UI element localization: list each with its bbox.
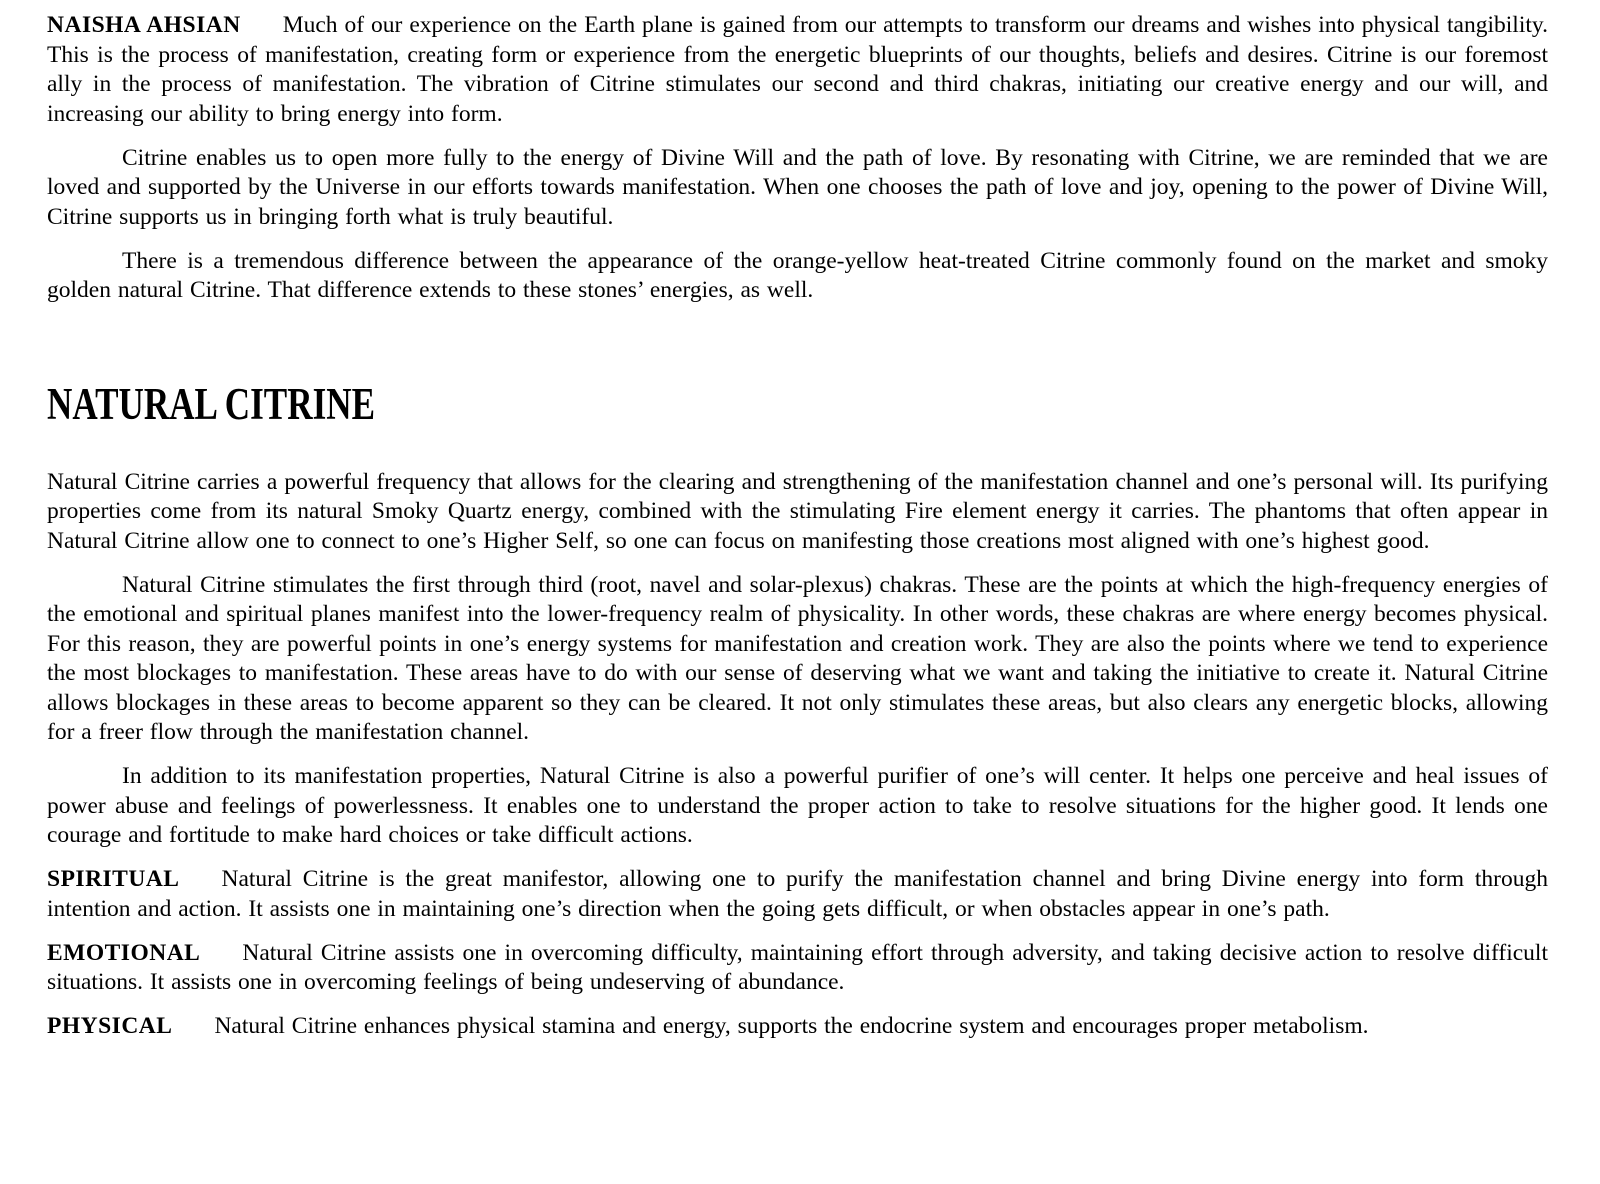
paragraph-text: Much of our experience on the Earth plane is gained from our attempts to transform our dreams and wishes into physical tangibility. This is the process of manifestation, creating form or experience from the energetic blueprints of our thoughts, beliefs and desires. Citrine is our foremost ally in the process of manifestation. The vibration of Citrine stimulates our second and third chakras, initiating our creative energy and our will, and increasing our ability to bring energy into form. [47, 12, 1548, 127]
paragraph-text: Natural Citrine assists one in overcoming difficulty, maintaining effort through adversity, and taking decisive action to resolve difficult situations. It assists one in overcoming feelings of being undeserving of abundance. [47, 939, 1548, 995]
section-heading: NATURAL CITRINE [47, 378, 375, 429]
paragraph-emotional [47, 939, 1548, 998]
property-label-physical: PHYSICAL [47, 1013, 173, 1039]
property-label-emotional: EMOTIONAL [47, 939, 201, 966]
paragraph-text: Natural Citrine stimulates the first through third (root, navel and solar-plexus) chakras. These are the points at which the high-frequency energies of the emotional and spiritual planes manifest into the lower-frequency realm of physicality. In other words, these chakras are where energy becomes physical. For this reason, they are powerful points in one’s energy systems for manifestation and creation work. They are also the points where we tend to experience the most blockages to manifestation. These areas have to do with our sense of deserving what we want and taking the initiative to create it. Natural Citrine allows blockages in these areas to become apparent so they can be cleared. It not only stimulates these areas, but also clears any energetic blocks, allowing for a freer flow through the manifestation channel. [47, 571, 1548, 745]
paragraph-text: There is a tremendous difference between the appearance of the orange-yellow heat-treated Citrine commonly found on the market and smoky golden natural Citrine. That difference extends to these stones’ energies, as well. [47, 247, 1548, 303]
property-label-spiritual: SPIRITUAL [47, 866, 180, 892]
paragraph-physical [47, 1012, 1548, 1042]
paragraph-text: Citrine enables us to open more fully to the energy of Divine Will and the path of love. By resonating with Citrine, we are reminded that we are loved and supported by the Universe in our efforts towards manifestation. When one chooses the path of love and joy, opening to the power of Divine Will, Citrine supports us in bringing forth what is truly beautiful. [47, 144, 1548, 230]
paragraph-section-1 [47, 468, 1548, 557]
paragraph-text: In addition to its manifestation properties, Natural Citrine is also a powerful purifier of one’s will center. It helps one perceive and heal issues of power abuse and feelings of powerlessness. It enables one to understand the proper action to take to resolve situations for the higher good. It lends one courage and fortitude to make hard choices or take difficult actions. [47, 763, 1548, 848]
paragraph-text: Natural Citrine enhances physical stamina and energy, supports the endocrine system and encourages proper metabolism. [214, 1013, 1369, 1039]
paragraph-intro-2 [47, 144, 1548, 233]
paragraph-spiritual [47, 865, 1548, 924]
paragraph-text: Natural Citrine is the great manifestor, allowing one to purify the manifestation channel and bring Divine energy into form through intention and action. It assists one in maintaining one’s direction when the going gets difficult, or when obstacles appear in one’s path. [47, 866, 1548, 922]
paragraph-section-2 [47, 571, 1548, 748]
paragraph-section-3 [47, 762, 1548, 851]
paragraph-intro-3 [47, 247, 1548, 306]
paragraph-text: Natural Citrine carries a powerful frequency that allows for the clearing and strengthening of the manifestation channel and one’s personal will. Its purifying properties come from its natural Smoky Quartz energy, combined with the stimulating Fire element energy it carries. The phantoms that often appear in Natural Citrine allow one to connect to one’s Higher Self, so one can focus on manifesting those creations most aligned with one’s highest good. [47, 468, 1548, 554]
paragraph-intro-1 [47, 11, 1548, 129]
author-name: NAISHA AHSIAN [47, 12, 241, 38]
